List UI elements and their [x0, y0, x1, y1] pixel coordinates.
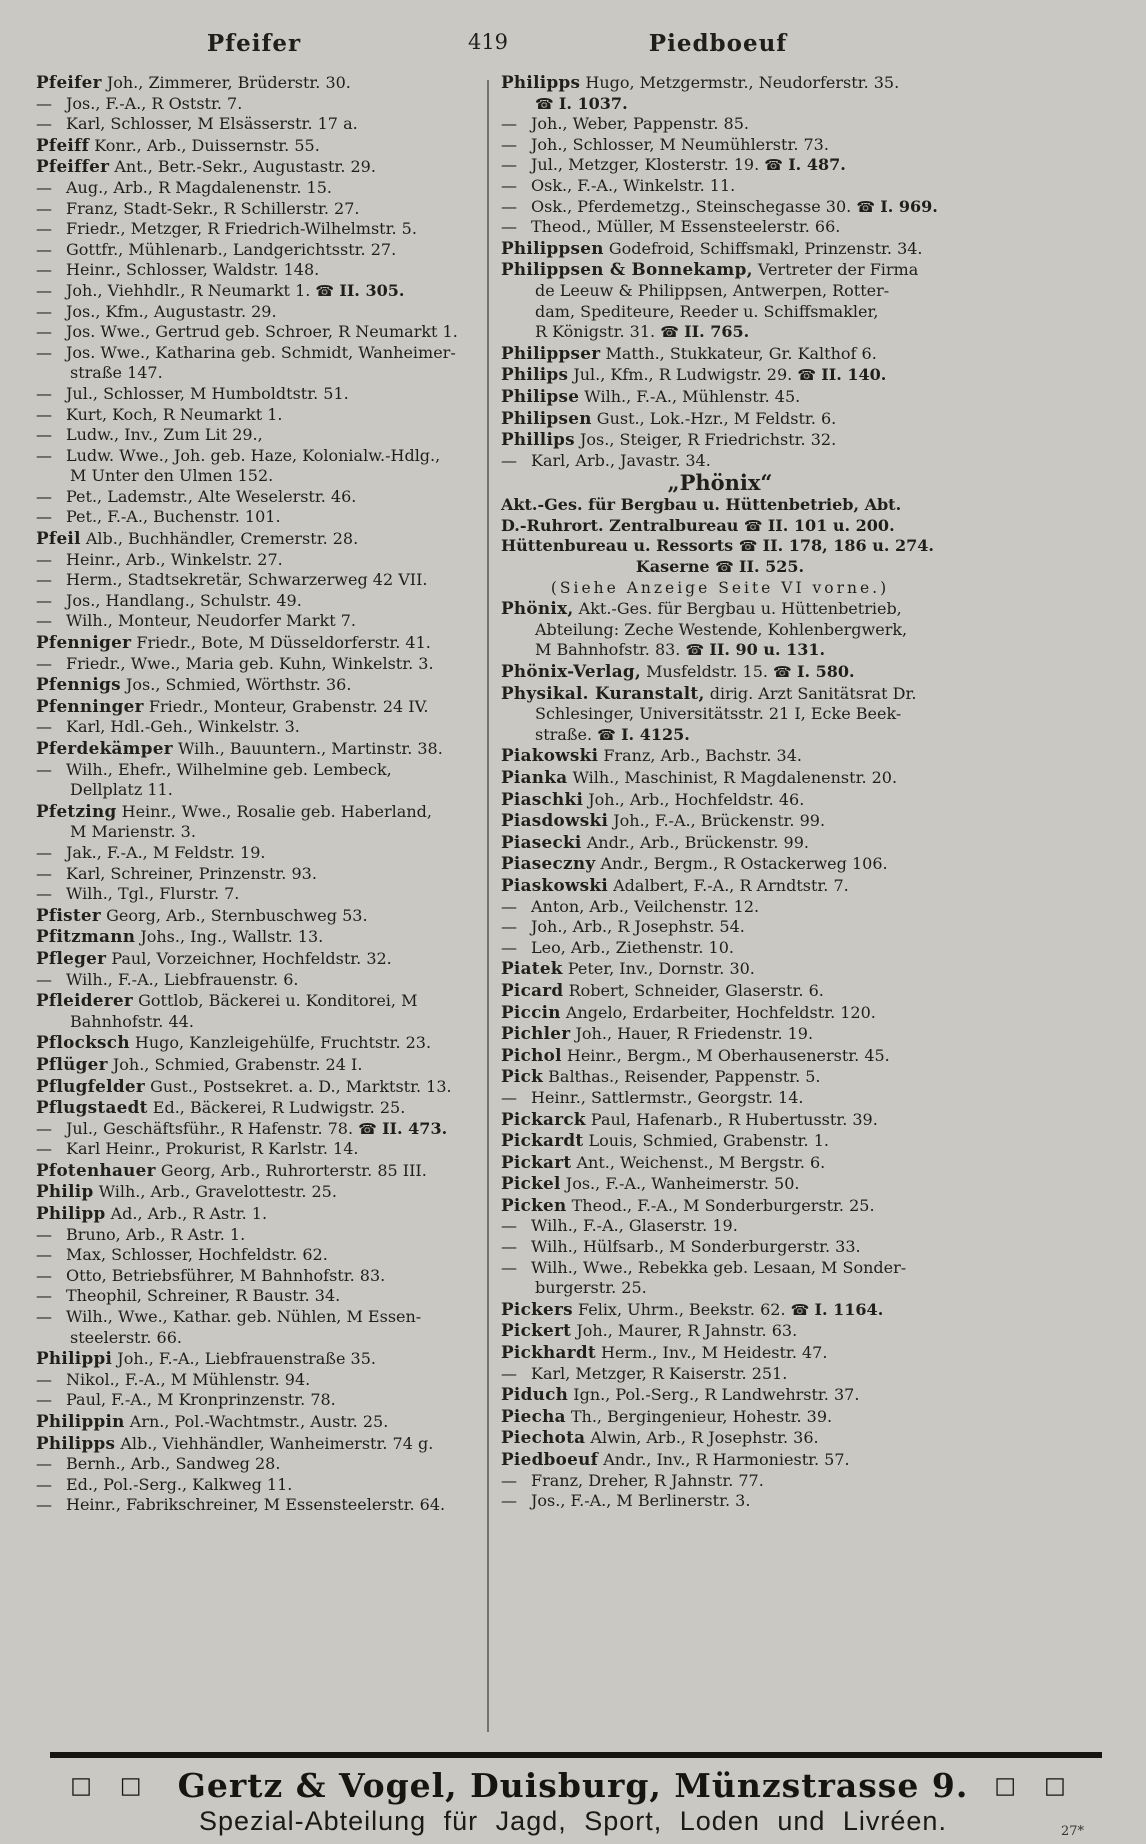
directory-entry: — Osk., Pferdemetzg., Steinschegasse 30. ☎ I. 969.: [501, 196, 938, 216]
same-surname-dash: —: [501, 134, 517, 154]
same-surname-dash: —: [36, 863, 52, 883]
telephone-number: I. 487.: [788, 155, 846, 175]
directory-entry: Piaseczny Andr., Bergm., R Ostackerweg 106.: [501, 853, 888, 874]
directory-entry: — Friedr., Wwe., Maria geb. Kuhn, Winkelstr. 3.: [36, 653, 434, 673]
directory-entry: — Wilh., Monteur, Neudorfer Markt 7.: [36, 611, 357, 631]
surname-lead: Pfeil: [36, 528, 81, 549]
directory-entry: — Max, Schlosser, Hochfeldstr. 62.: [36, 1245, 328, 1265]
same-surname-dash: —: [36, 1118, 52, 1138]
directory-entry: Piaschki Joh., Arb., Hochfeldstr. 46.: [501, 788, 805, 809]
directory-entry: — Karl, Hdl.-Geh., Winkelstr. 3.: [36, 717, 300, 737]
directory-entry: — Ed., Pol.-Serg., Kalkweg 11.: [36, 1474, 293, 1494]
telephone-number: I. 1037.: [558, 93, 628, 113]
directory-entry: — Karl Heinr., Prokurist, R Karlstr. 14.: [36, 1139, 359, 1159]
directory-entry: Pflugfelder Gust., Postsekret. a. D., Marktstr. 13.: [36, 1075, 452, 1096]
same-surname-dash: —: [36, 570, 52, 590]
surname-lead: Phönix-Verlag,: [501, 661, 642, 682]
surname-lead: Pfotenhauer: [36, 1159, 156, 1180]
surname-lead: Piaskowski: [501, 874, 609, 895]
surname-lead: Piatek: [501, 958, 563, 979]
surname-lead: Pfeiffer: [36, 156, 110, 177]
same-surname-dash: —: [36, 219, 52, 239]
same-surname-dash: —: [501, 917, 517, 937]
directory-entry: Piatek Peter, Inv., Dornstr. 30.: [501, 958, 755, 979]
directory-entry: — Jos., Handlang., Schulstr. 49.: [36, 590, 302, 610]
directory-entry: — Jul., Geschäftsführ., R Hafenstr. 78. ☎ II. 473.: [36, 1118, 448, 1138]
directory-entry: — Friedr., Metzger, R Friedrich-Wilhelmstr. 5.: [36, 219, 417, 239]
directory-entry: — Herm., Stadtsekretär, Schwarzerweg 42 VII.: [36, 570, 428, 590]
directory-entry: Pfennigs Jos., Schmied, Wörthstr. 36.: [36, 674, 352, 695]
directory-entry: — Theophil, Schreiner, R Baustr. 34.: [36, 1286, 341, 1306]
ad-title: Gertz & Vogel, Duisburg, Münzstrasse 9.: [177, 1766, 969, 1805]
directory-entry: Philippin Arn., Pol.-Wachtmstr., Austr. 25.: [36, 1411, 389, 1431]
telephone-number: II. 140.: [821, 365, 887, 385]
surname-lead: Pfeifer: [36, 72, 102, 92]
square-ornament-left: □ □: [70, 1772, 152, 1799]
directory-entry: — Jak., F.-A., M Feldstr. 19.: [36, 842, 266, 862]
directory-entry: Piccin Angelo, Erdarbeiter, Hochfeldstr. 120.: [501, 1001, 876, 1022]
page-number: 419: [467, 30, 509, 54]
same-surname-dash: —: [501, 1237, 517, 1257]
same-surname-dash: —: [36, 198, 52, 218]
directory-entry: Pflüger Joh., Schmied, Grabenstr. 24 I.: [36, 1053, 363, 1074]
directory-entry: Pfleger Paul, Vorzeichner, Hochfeldstr. 32.: [36, 947, 392, 968]
surname-lead: Pickert: [501, 1320, 572, 1341]
same-surname-dash: —: [36, 1286, 52, 1306]
directory-entry: — Wilh., Wwe., Kathar. geb. Nühlen, M Essen- steelerstr. 66.: [36, 1307, 422, 1347]
directory-entry: Pianka Wilh., Maschinist, R Magdalenenstr. 20.: [501, 767, 898, 787]
directory-entry: Pfister Georg, Arb., Sternbuschweg 53.: [36, 904, 368, 925]
directory-entry: — Gottfr., Mühlenarb., Landgerichtsstr. 27.: [36, 239, 397, 259]
same-surname-dash: —: [36, 884, 52, 904]
telephone-icon: ☎: [358, 1119, 383, 1138]
same-surname-dash: —: [501, 196, 517, 216]
surname-lead: Pfitzmann: [36, 926, 136, 947]
directory-entry: Pfleiderer Gottlob, Bäckerei u. Konditorei, M Bahnhofstr. 44.: [36, 990, 418, 1031]
surname-lead: Pickart: [501, 1151, 572, 1172]
same-surname-dash: —: [501, 217, 517, 237]
surname-lead: Pfennigs: [36, 674, 121, 695]
telephone-number: II. 765.: [684, 322, 750, 342]
directory-entry: Philippser Matth., Stukkateur, Gr. Kalthof 6.: [501, 342, 877, 363]
left-column: [36, 72, 474, 1516]
directory-entry: Pickel Jos., F.-A., Wanheimerstr. 50.: [501, 1173, 800, 1194]
surname-lead: Piduch: [501, 1384, 569, 1405]
surname-lead: Pianka: [501, 767, 568, 787]
telephone-icon: ☎: [535, 94, 559, 113]
surname-lead: Pferdekämper: [36, 738, 173, 758]
same-surname-dash: —: [501, 114, 517, 134]
same-surname-dash: —: [36, 114, 52, 134]
directory-entry: Piechota Alwin, Arb., R Josephstr. 36.: [501, 1427, 819, 1448]
same-surname-dash: —: [36, 486, 52, 506]
directory-entry: Pickers Felix, Uhrm., Beekstr. 62. ☎ I. 1164.: [501, 1298, 884, 1319]
same-surname-dash: —: [501, 1470, 517, 1490]
surname-lead: Pflugstaedt: [36, 1097, 148, 1118]
directory-entry: — Jos., Kfm., Augustastr. 29.: [36, 301, 277, 321]
same-surname-dash: —: [36, 93, 52, 113]
telephone-number: II. 90 u. 131.: [709, 640, 826, 660]
surname-lead: Pickarck: [501, 1108, 586, 1129]
directory-entry: Piasecki Andr., Arb., Brückenstr. 99.: [501, 831, 809, 852]
surname-lead: Pichol: [501, 1044, 562, 1065]
telephone-number: II. 473.: [382, 1118, 448, 1138]
surname-lead: Philippi: [36, 1348, 113, 1369]
same-surname-dash: —: [36, 1390, 52, 1410]
same-surname-dash: —: [501, 1363, 517, 1383]
directory-entry: Piedboeuf Andr., Inv., R Harmoniestr. 57.: [501, 1449, 850, 1469]
same-surname-dash: —: [36, 759, 52, 779]
same-surname-dash: —: [36, 653, 52, 673]
surname-lead: Pfleiderer: [36, 990, 134, 1011]
directory-entry: „Phönix“: [667, 470, 773, 496]
telephone-number: II. 305.: [339, 280, 405, 300]
same-surname-dash: —: [501, 937, 517, 957]
directory-entry: Philipsen Gust., Lok.-Hzr., M Feldstr. 6.: [501, 407, 837, 428]
directory-entry: Pfetzing Heinr., Wwe., Rosalie geb. Haberland, M Marienstr. 3.: [36, 800, 432, 842]
directory-entry: — Heinr., Arb., Winkelstr. 27.: [36, 549, 283, 569]
directory-entry: Pfeiff Konr., Arb., Duissernstr. 55.: [36, 134, 320, 155]
directory-entry: Pfenninger Friedr., Monteur, Grabenstr. 24 IV.: [36, 695, 429, 716]
surname-lead: Pickers: [501, 1298, 573, 1319]
surname-lead: Physikal. Kuranstalt,: [501, 682, 705, 703]
directory-entry: — Franz, Dreher, R Jahnstr. 77.: [501, 1470, 764, 1490]
directory-entry: — Bernh., Arb., Sandweg 28.: [36, 1454, 281, 1474]
surname-lead: Pflocksch: [36, 1032, 130, 1053]
telephone-number: II. 525.: [739, 557, 805, 577]
directory-entry: Philips Jul., Kfm., R Ludwigstr. 29. ☎ II. 140.: [501, 364, 887, 385]
directory-entry: Pick Balthas., Reisender, Pappenstr. 5.: [501, 1066, 821, 1087]
directory-entry: — Ludw., Inv., Zum Lit 29.,: [36, 425, 263, 445]
same-surname-dash: —: [36, 1265, 52, 1285]
directory-entry: Pferdekämper Wilh., Bauuntern., Martinstr. 38.: [36, 738, 443, 758]
directory-entry: Philippsen Godefroid, Schiffsmakl, Prinzenstr. 34.: [501, 237, 923, 258]
surname-lead: Philips: [501, 364, 569, 385]
directory-entry: — Otto, Betriebsführer, M Bahnhofstr. 83.: [36, 1265, 386, 1285]
same-surname-dash: —: [501, 450, 517, 470]
directory-entry: — Karl, Arb., Javastr. 34.: [501, 450, 711, 470]
surname-lead: Pflüger: [36, 1053, 108, 1074]
directory-entry: — Heinr., Sattlermstr., Georgstr. 14.: [501, 1087, 804, 1107]
directory-entry: Pickart Ant., Weichenst., M Bergstr. 6.: [501, 1151, 826, 1172]
directory-entry: — Jos., F.-A., M Berlinerstr. 3.: [501, 1491, 751, 1511]
directory-entry: — Theod., Müller, M Essensteelerstr. 66.: [501, 217, 841, 237]
telephone-number: I. 4125.: [621, 724, 690, 744]
surname-lead: Pfeiff: [36, 134, 90, 155]
directory-entry: Pickert Joh., Maurer, R Jahnstr. 63.: [501, 1320, 798, 1341]
directory-entry: Piasdowski Joh., F.-A., Brückenstr. 99.: [501, 810, 826, 831]
directory-entry: — Franz, Stadt-Sekr., R Schillerstr. 27.: [36, 198, 360, 218]
directory-entry: — Pet., F.-A., Buchenstr. 101.: [36, 507, 281, 527]
directory-entry: Akt.-Ges. für Bergbau u. Hüttenbetrieb, Abt. D.-Ruhrort. Zentralbureau ☎ II. 101 u. 200.: [501, 495, 902, 535]
same-surname-dash: —: [36, 445, 52, 465]
same-surname-dash: —: [36, 239, 52, 259]
same-surname-dash: —: [36, 611, 52, 631]
same-surname-dash: —: [501, 1216, 517, 1236]
same-surname-dash: —: [501, 1087, 517, 1107]
surname-lead: Philipps: [501, 72, 581, 92]
ad-subtitle: Spezial-Abteilung für Jagd, Sport, Loden und Livréen.: [199, 1806, 947, 1836]
directory-entry: Piakowski Franz, Arb., Bachstr. 34.: [501, 745, 802, 766]
telephone-icon: ☎: [790, 1300, 815, 1319]
telephone-number: I. 580.: [796, 662, 855, 682]
printers-mark: 27*: [1060, 1824, 1084, 1839]
square-ornament-right: □ □: [994, 1772, 1076, 1799]
directory-entry: Phönix-Verlag, Musfeldstr. 15. ☎ I. 580.: [501, 661, 855, 682]
directory-entry: Piecha Th., Bergingenieur, Hohestr. 39.: [501, 1405, 833, 1426]
surname-lead: Pickel: [501, 1173, 561, 1194]
directory-entry: — Wilh., F.-A., Glaserstr. 19.: [501, 1216, 738, 1236]
telephone-icon: ☎: [685, 641, 710, 660]
surname-lead: Pfleger: [36, 947, 107, 968]
same-surname-dash: —: [36, 1495, 52, 1515]
directory-entry: — Wilh., Ehefr., Wilhelmine geb. Lembeck, Dellplatz 11.: [36, 759, 392, 800]
same-surname-dash: —: [36, 969, 52, 989]
same-surname-dash: —: [36, 1245, 52, 1265]
directory-entry: Kaserne ☎ II. 525.: [635, 557, 805, 577]
same-surname-dash: —: [36, 1139, 52, 1159]
directory-entry: — Wilh., Hülfsarb., M Sonderburgerstr. 33.: [501, 1237, 861, 1257]
telephone-number: I. 969.: [880, 196, 938, 216]
directory-entry: Pfotenhauer Georg, Arb., Ruhrorterstr. 85 III.: [36, 1159, 427, 1180]
directory-entry: Phönix, Akt.-Ges. für Bergbau u. Hüttenbetrieb, Abteilung: Zeche Westende, Kohlenbergwerk, M Bahnhofstr. 83. ☎ II. 90 u. 131.: [501, 598, 908, 660]
telephone-icon: ☎: [715, 558, 740, 577]
surname-lead: Philippsen: [501, 237, 604, 258]
surname-lead: Pfetzing: [36, 800, 117, 821]
directory-entry: Pflocksch Hugo, Kanzleigehülfe, Fruchtstr. 23.: [36, 1032, 432, 1053]
directory-entry: Pfitzmann Johs., Ing., Wallstr. 13.: [36, 926, 324, 947]
directory-entry: Physikal. Kuranstalt, dirig. Arzt Sanitätsrat Dr. Schlesinger, Universitätsstr. 21 I, Ecke Beek- straße. ☎ I. 4125.: [501, 682, 917, 744]
directory-entry: — Joh., Weber, Pappenstr. 85.: [501, 114, 749, 134]
same-surname-dash: —: [36, 717, 52, 737]
directory-entry: — Joh., Arb., R Josephstr. 54.: [501, 917, 745, 937]
directory-entry: Pflugstaedt Ed., Bäckerei, R Ludwigstr. 25.: [36, 1097, 406, 1118]
same-surname-dash: —: [501, 175, 517, 195]
surname-lead: Picard: [501, 979, 564, 1000]
directory-entry: Philipp Ad., Arb., R Astr. 1.: [36, 1203, 268, 1224]
directory-entry: Pfeil Alb., Buchhändler, Cremerstr. 28.: [36, 528, 359, 549]
same-surname-dash: —: [36, 425, 52, 445]
telephone-icon: ☎: [660, 323, 685, 342]
advertisement-title-row: [0, 1766, 1146, 1805]
directory-entry: Picard Robert, Schneider, Glaserstr. 6.: [501, 979, 824, 1000]
same-surname-dash: —: [36, 383, 52, 403]
directory-entry: Philip Wilh., Arb., Gravelottestr. 25.: [36, 1181, 337, 1202]
same-surname-dash: —: [501, 1491, 517, 1511]
telephone-number: II. 101 u. 200.: [767, 515, 895, 535]
same-surname-dash: —: [36, 260, 52, 280]
directory-entry: — Ludw. Wwe., Joh. geb. Haze, Kolonialw.-Hdlg., M Unter den Ulmen 152.: [36, 445, 441, 486]
same-surname-dash: —: [501, 155, 517, 175]
directory-entry: — Heinr., Fabrikschreiner, M Essensteelerstr. 64.: [36, 1495, 446, 1515]
directory-entry: Philipse Wilh., F.-A., Mühlenstr. 45.: [501, 385, 801, 406]
same-surname-dash: —: [36, 1454, 52, 1474]
directory-entry: — Pet., Lademstr., Alte Weselerstr. 46.: [36, 486, 357, 506]
surname-lead: Phönix,: [501, 598, 574, 619]
directory-entry: Philipps Alb., Viehhändler, Wanheimerstr. 74 g.: [36, 1432, 434, 1453]
telephone-number: I. 1164.: [814, 1299, 884, 1319]
directory-entry: (Siehe Anzeige Seite VI vorne.): [550, 578, 890, 597]
surname-lead: Pickhardt: [501, 1342, 596, 1363]
telephone-icon: ☎: [738, 537, 763, 556]
right-column: [501, 72, 939, 1512]
directory-entry: Pickardt Louis, Schmied, Grabenstr. 1.: [501, 1130, 829, 1151]
surname-lead: Philipse: [501, 385, 580, 406]
surname-lead: Philipp: [36, 1203, 106, 1224]
directory-entry: Phillips Jos., Steiger, R Friedrichstr. 32.: [501, 429, 837, 450]
same-surname-dash: —: [501, 896, 517, 916]
same-surname-dash: —: [36, 507, 52, 527]
directory-entry: — Joh., Schlosser, M Neumühlerstr. 73.: [501, 134, 829, 154]
directory-entry: — Jos., F.-A., R Oststr. 7.: [36, 93, 243, 113]
running-head-right: Piedboeuf: [648, 30, 788, 57]
directory-entry: Pickhardt Herm., Inv., M Heidestr. 47.: [501, 1342, 828, 1363]
surname-lead: Pfister: [36, 904, 102, 925]
same-surname-dash: —: [36, 1307, 52, 1327]
directory-entry: Piduch Ign., Pol.-Serg., R Landwehrstr. 37.: [501, 1384, 860, 1405]
telephone-icon: ☎: [764, 156, 789, 175]
same-surname-dash: —: [36, 549, 52, 569]
same-surname-dash: —: [36, 1474, 52, 1494]
directory-entry: Pfeiffer Ant., Betr.-Sekr., Augustastr. 29.: [36, 156, 376, 177]
surname-lead: Philip: [36, 1181, 94, 1202]
directory-entry: Philippsen & Bonnekamp, Vertreter der Firma de Leeuw & Philippsen, Antwerpen, Rotter- dam, Spediteure, Reeder u. Schiffsmakler, R Königstr. 31. ☎ II. 765.: [501, 259, 919, 342]
surname-lead: Pichler: [501, 1023, 571, 1044]
directory-entry: — Jos. Wwe., Gertrud geb. Schroer, R Neumarkt 1.: [36, 322, 458, 342]
surname-lead: Philipsen: [501, 407, 592, 428]
directory-entry: Picken Theod., F.-A., M Sonderburgerstr. 25.: [501, 1194, 875, 1215]
directory-entry: Pfenniger Friedr., Bote, M Düsseldorferstr. 41.: [36, 632, 431, 653]
directory-entry: — Karl, Schlosser, M Elsässerstr. 17 a.: [36, 114, 358, 134]
surname-lead: Piedboeuf: [501, 1449, 599, 1469]
directory-entry: Philippi Joh., F.-A., Liebfrauenstraße 35.: [36, 1348, 376, 1369]
same-surname-dash: —: [36, 280, 52, 300]
telephone-icon: ☎: [797, 366, 822, 385]
column-divider: [487, 80, 489, 1732]
directory-entry: — Jul., Metzger, Klosterstr. 19. ☎ I. 487.: [501, 155, 846, 175]
directory-entry: — Joh., Viehhdlr., R Neumarkt 1. ☎ II. 305.: [36, 280, 405, 300]
same-surname-dash: —: [36, 322, 52, 342]
same-surname-dash: —: [36, 404, 52, 424]
directory-entry: — Kurt, Koch, R Neumarkt 1.: [36, 404, 283, 424]
same-surname-dash: —: [36, 177, 52, 197]
surname-lead: Piaschki: [501, 788, 584, 809]
surname-lead: Piecha: [501, 1405, 566, 1426]
surname-lead: Piaseczny: [501, 853, 596, 874]
surname-lead: Piccin: [501, 1001, 561, 1022]
directory-entry: Pichol Heinr., Bergm., M Oberhausenerstr. 45.: [501, 1044, 890, 1065]
surname-lead: Piechota: [501, 1427, 586, 1448]
surname-lead: Piakowski: [501, 745, 599, 766]
directory-entry: — Karl, Metzger, R Kaiserstr. 251.: [501, 1363, 788, 1383]
surname-lead: Phillips: [501, 429, 575, 450]
directory-entry: — Wilh., Tgl., Flurstr. 7.: [36, 884, 240, 904]
surname-lead: Philippsen & Bonnekamp,: [501, 259, 753, 280]
running-head-left: Pfeifer: [206, 30, 302, 57]
directory-entry: Philipps Hugo, Metzgermstr., Neudorferstr. 35. ☎ I. 1037.: [501, 72, 900, 113]
same-surname-dash: —: [36, 590, 52, 610]
surname-lead: Philippser: [501, 342, 601, 363]
directory-entry: Piaskowski Adalbert, F.-A., R Arndtstr. 7.: [501, 874, 849, 895]
telephone-icon: ☎: [597, 725, 622, 744]
directory-entry: — Leo, Arb., Ziethenstr. 10.: [501, 937, 734, 957]
same-surname-dash: —: [36, 301, 52, 321]
directory-entry: — Aug., Arb., R Magdalenenstr. 15.: [36, 177, 332, 197]
directory-entry: — Wilh., Wwe., Rebekka geb. Lesaan, M Sonder- burgerstr. 25.: [501, 1257, 907, 1298]
telephone-icon: ☎: [743, 516, 768, 535]
surname-lead: Picken: [501, 1194, 567, 1215]
same-surname-dash: —: [36, 842, 52, 862]
same-surname-dash: —: [36, 1369, 52, 1389]
directory-entry: — Karl, Schreiner, Prinzenstr. 93.: [36, 863, 317, 883]
surname-lead: Philippin: [36, 1411, 125, 1431]
footer-rule: [50, 1752, 1102, 1758]
surname-lead: Philipps: [36, 1432, 116, 1453]
surname-lead: Pfenninger: [36, 695, 144, 716]
surname-lead: Pflugfelder: [36, 1075, 145, 1096]
same-surname-dash: —: [36, 1224, 52, 1244]
surname-lead: Pfenniger: [36, 632, 132, 653]
surname-lead: Pickardt: [501, 1130, 584, 1151]
directory-entry: — Jos. Wwe., Katharina geb. Schmidt, Wanheimer- straße 147.: [36, 342, 456, 383]
directory-entry: — Osk., F.-A., Winkelstr. 11.: [501, 175, 736, 195]
same-surname-dash: —: [36, 342, 52, 362]
telephone-icon: ☎: [773, 663, 797, 682]
directory-entry: Pfeifer Joh., Zimmerer, Brüderstr. 30.: [36, 72, 351, 92]
telephone-number: II. 178, 186 u. 274.: [762, 536, 934, 556]
surname-lead: Pick: [501, 1066, 544, 1087]
directory-entry: — Jul., Schlosser, M Humboldtstr. 51.: [36, 383, 349, 403]
directory-entry: — Paul, F.-A., M Kronprinzenstr. 78.: [36, 1390, 336, 1410]
telephone-icon: ☎: [856, 197, 881, 216]
surname-lead: Piasdowski: [501, 810, 609, 831]
directory-entry: Hüttenbureau u. Ressorts ☎ II. 178, 186 u. 274.: [501, 536, 934, 556]
directory-entry: — Nikol., F.-A., M Mühlenstr. 94.: [36, 1369, 311, 1389]
directory-entry: Pickarck Paul, Hafenarb., R Hubertusstr. 39.: [501, 1108, 878, 1129]
telephone-icon: ☎: [315, 281, 340, 300]
surname-lead: Piasecki: [501, 831, 582, 852]
directory-entry: — Bruno, Arb., R Astr. 1.: [36, 1224, 246, 1244]
directory-entry: — Wilh., F.-A., Liebfrauenstr. 6.: [36, 969, 299, 989]
directory-entry: — Anton, Arb., Veilchenstr. 12.: [501, 896, 760, 916]
same-surname-dash: —: [501, 1257, 517, 1277]
directory-entry: Pichler Joh., Hauer, R Friedenstr. 19.: [501, 1023, 814, 1044]
directory-entry: — Heinr., Schlosser, Waldstr. 148.: [36, 260, 320, 280]
